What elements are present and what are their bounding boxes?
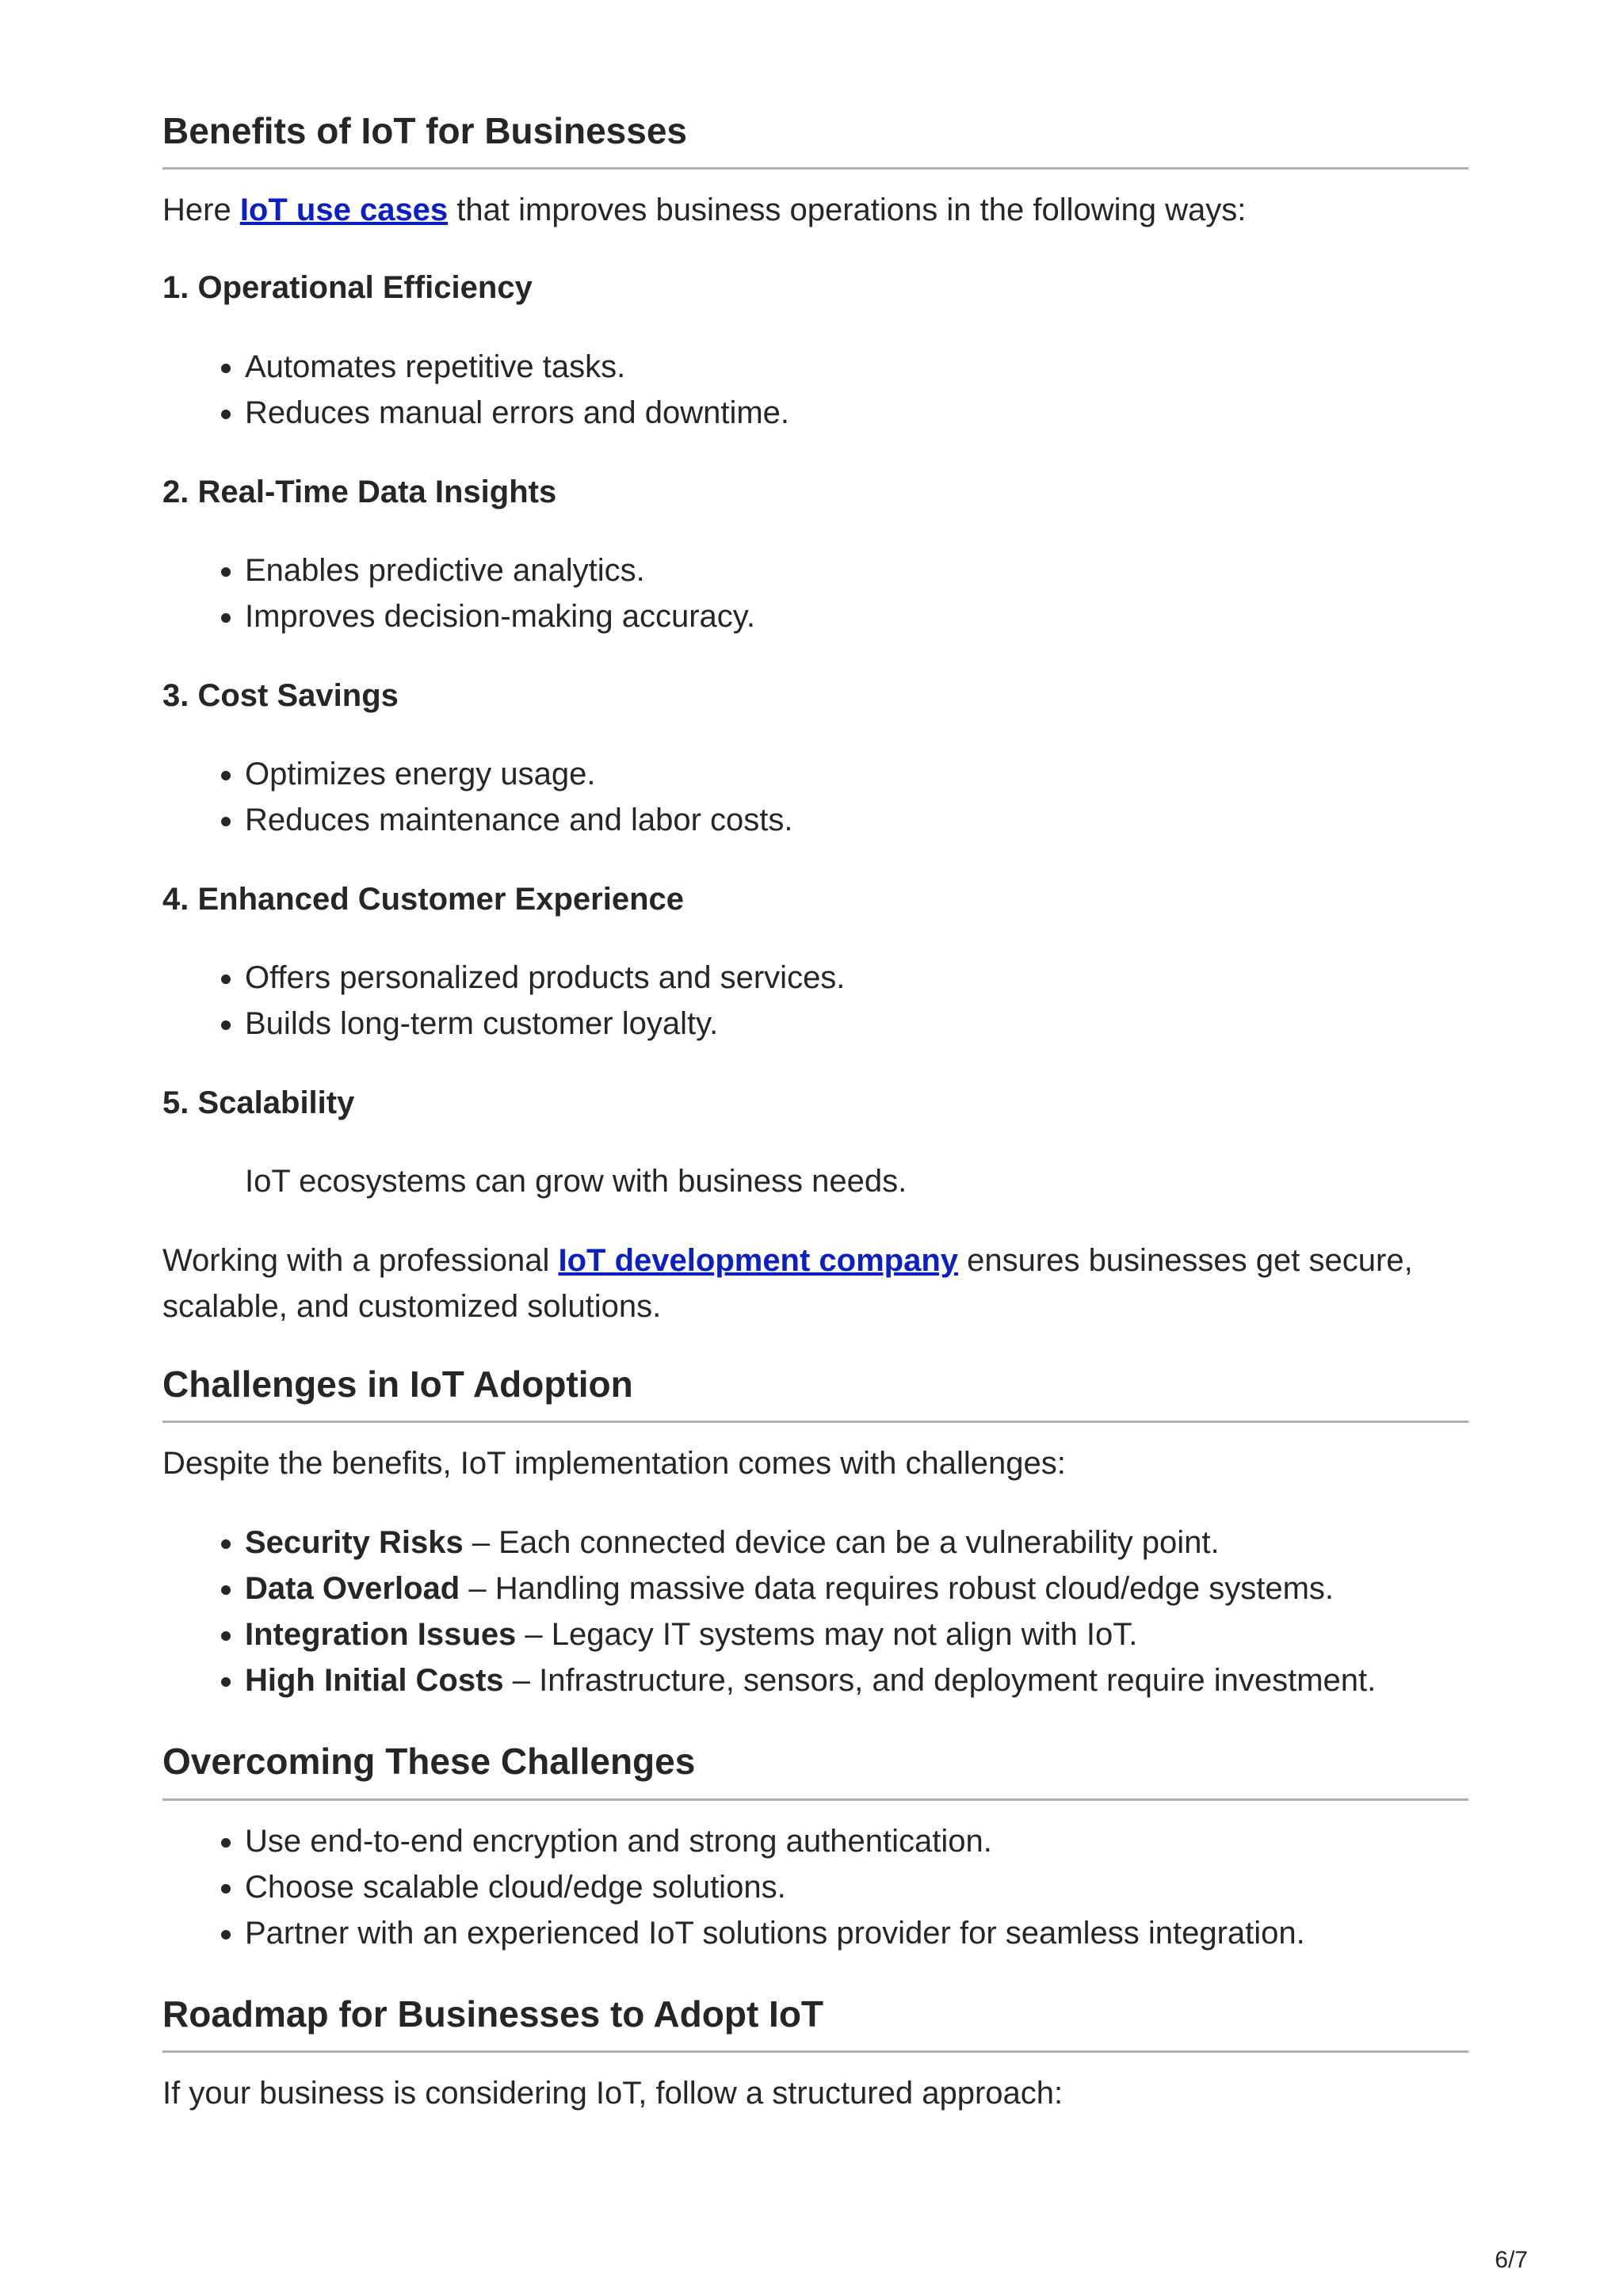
list-item: • Security Risks – Each connected device can be a vulnerability point. [245,1520,1468,1566]
list-item: • Builds long-term customer loyalty. [245,1001,1468,1047]
benefits-intro: Here IoT use cases that improves business operations in the following ways: [162,193,1247,228]
benefit-list [162,751,1468,843]
list-item: • Integration Issues – Legacy IT systems may not align with IoT. [245,1611,1468,1657]
benefit-title: 4. Enhanced Customer Experience [162,882,685,917]
list-item: • Partner with an experienced IoT solutions provider for seamless integration. [245,1910,1468,1956]
benefit-title: 5. Scalability [162,1085,355,1121]
list-item: • Data Overload – Handling massive data requires robust cloud/edge systems. [245,1566,1468,1611]
overcoming-list [162,1818,1468,1956]
scalability-text: IoT ecosystems can grow with business needs. [245,1164,907,1199]
list-item: • Improves decision-making accuracy. [245,593,1468,639]
list-item: • Choose scalable cloud/edge solutions. [245,1864,1468,1910]
iot-development-company-link[interactable]: IoT development company [558,1243,959,1279]
challenges-list [162,1520,1468,1703]
benefit-title: 2. Real-Time Data Insights [162,475,557,510]
benefit-list [162,547,1468,639]
list-item: • Automates repetitive tasks. [245,344,1468,390]
benefit-title: 3. Cost Savings [162,678,399,714]
heading-overcoming: Overcoming These Challenges [162,1740,1468,1800]
heading-roadmap: Roadmap for Businesses to Adopt IoT [162,1993,1468,2053]
benefit-title: 1. Operational Efficiency [162,270,533,306]
list-item: • Enables predictive analytics. [245,547,1468,593]
roadmap-intro: If your business is considering IoT, follow a structured approach: [162,2075,1064,2111]
iot-use-cases-link[interactable]: IoT use cases [239,193,449,228]
page-number: 6/7 [1495,2247,1528,2273]
list-item: • Use end-to-end encryption and strong authentication. [245,1818,1468,1864]
list-item: • High Initial Costs – Infrastructure, sensors, and deployment require investment. [245,1657,1468,1703]
benefit-list [162,955,1468,1047]
challenges-intro: Despite the benefits, IoT implementation comes with challenges: [162,1446,1066,1482]
list-item: • Reduces manual errors and downtime. [245,390,1468,436]
benefit-list [162,344,1468,436]
heading-benefits: Benefits of IoT for Businesses [162,109,1468,170]
heading-challenges: Challenges in IoT Adoption [162,1363,1468,1423]
benefits-closing: Working with a professional IoT development company ensures businesses get secure, scalable, and customized solutions. [162,1243,1413,1325]
list-item: • Offers personalized products and services. [245,955,1468,1001]
list-item: • Optimizes energy usage. [245,751,1468,797]
document-page [162,0,1468,2116]
list-item: • Reduces maintenance and labor costs. [245,797,1468,843]
